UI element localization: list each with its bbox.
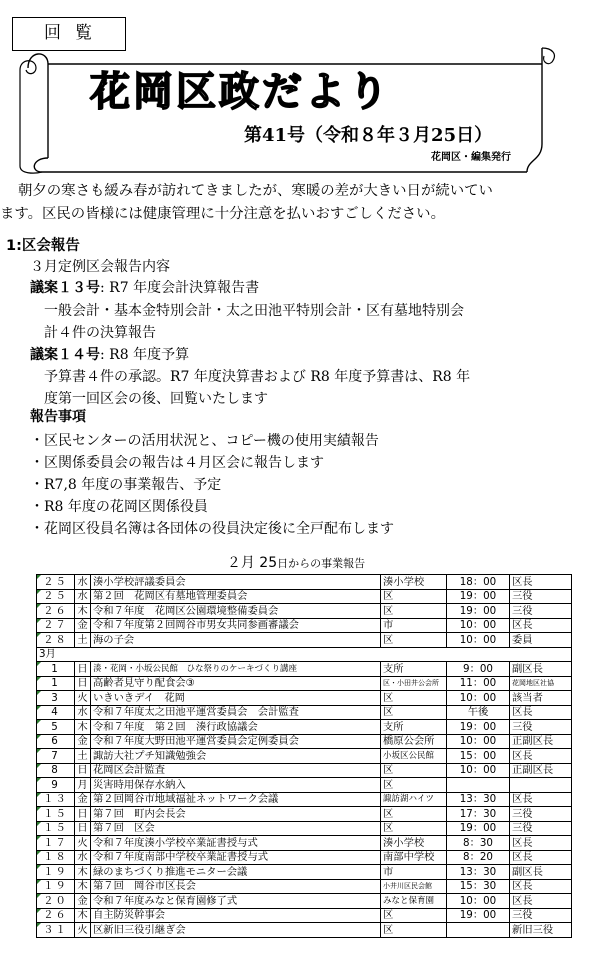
- schedule-event: 湊小学校評議委員会: [91, 575, 381, 590]
- schedule-day: ２６: [37, 604, 75, 619]
- schedule-event: 令和７年度 花岡区公園環境整備委員会: [91, 604, 381, 619]
- schedule-event: 緑のまちづくり推進モニター会議: [91, 865, 381, 880]
- schedule-place: 湊小学校: [381, 836, 447, 851]
- schedule-place: 小坂区公民館: [381, 749, 447, 764]
- schedule-event: 第７回 区会: [91, 821, 381, 836]
- schedule-day: １９: [37, 879, 75, 894]
- schedule-attendee: 三役: [510, 720, 572, 735]
- agenda-14: [30, 345, 189, 365]
- schedule-weekday: 火: [75, 836, 91, 851]
- schedule-attendee: 三役: [510, 821, 572, 836]
- schedule-weekday: 日: [75, 807, 91, 822]
- schedule-time: 午後: [447, 705, 510, 720]
- schedule-day: 4: [37, 705, 75, 720]
- agenda-line: 計４件の決算報告: [44, 325, 156, 341]
- schedule-time: 15：00: [447, 749, 510, 764]
- schedule-event: 諏訪大社プチ知識勉強会: [91, 749, 381, 764]
- schedule-place: 支所: [381, 662, 447, 677]
- schedule-day: ２８: [37, 633, 75, 648]
- schedule-place: みなと保育園: [381, 894, 447, 909]
- schedule-weekday: 土: [75, 633, 91, 648]
- agenda-title: : R8 年度予算: [100, 347, 190, 363]
- section-heading: 1:区会報告: [6, 238, 80, 254]
- schedule-attendee: 区長: [510, 705, 572, 720]
- schedule-weekday: 木: [75, 879, 91, 894]
- schedule-weekday: 金: [75, 894, 91, 909]
- schedule-place: 支所: [381, 720, 447, 735]
- schedule-day: ２５: [37, 575, 75, 590]
- schedule-day: １５: [37, 821, 75, 836]
- schedule-attendee: 三役: [510, 589, 572, 604]
- schedule-attendee: 区長: [510, 836, 572, 851]
- schedule-row: [37, 836, 572, 851]
- schedule-caption-date: ２月 25: [226, 555, 278, 571]
- schedule-row: [37, 734, 572, 749]
- schedule-attendee: 区長: [510, 850, 572, 865]
- schedule-caption-text: 日からの事業報告: [277, 557, 366, 570]
- schedule-time: 13：30: [447, 792, 510, 807]
- schedule-weekday: 日: [75, 676, 91, 691]
- schedule-place: 区: [381, 633, 447, 648]
- publisher: 花岡区・編集発行: [431, 152, 511, 163]
- schedule-row: [37, 821, 572, 836]
- report-item: ・R8 年度の花岡区関係役員: [30, 499, 208, 515]
- schedule-time: 17：30: [447, 807, 510, 822]
- schedule-time: 19：00: [447, 604, 510, 619]
- schedule-event: 災害時用保存水納入: [91, 778, 381, 793]
- schedule-weekday: 木: [75, 865, 91, 880]
- schedule-day: １７: [37, 836, 75, 851]
- agenda-line: 予算書４件の承認。R7 年度決算書および R8 年度予算書は、R8 年: [44, 369, 471, 385]
- schedule-row: [37, 575, 572, 590]
- schedule-time: [447, 923, 510, 938]
- schedule-place: 市: [381, 618, 447, 633]
- schedule-time: 10：00: [447, 763, 510, 778]
- schedule-row: [37, 589, 572, 604]
- schedule-row: [37, 894, 572, 909]
- schedule-event: 令和７年度みなと保育園修了式: [91, 894, 381, 909]
- report-items-heading: 報告事項: [30, 409, 86, 425]
- schedule-place: 橋原公会所: [381, 734, 447, 749]
- schedule-place: 区・小田井公会所: [381, 676, 447, 691]
- schedule-time: 19：00: [447, 720, 510, 735]
- agenda-line: 一般会計・基本金特別会計・太之田池平特別会計・区有墓地特別会: [44, 303, 464, 319]
- schedule-event: いきいきデイ 花岡: [91, 691, 381, 706]
- schedule-place: 諏訪湖ハイツ: [381, 792, 447, 807]
- schedule-event: 令和７年度 第２回 湊行政協議会: [91, 720, 381, 735]
- schedule-row: [37, 662, 572, 677]
- schedule-time: 19：00: [447, 908, 510, 923]
- schedule-day: 1: [37, 662, 75, 677]
- schedule-row: [37, 763, 572, 778]
- schedule-row: [37, 850, 572, 865]
- schedule-day: １９: [37, 865, 75, 880]
- schedule-event: 令和７年度湊小学校卒業証書授与式: [91, 836, 381, 851]
- schedule-row: [37, 691, 572, 706]
- schedule-weekday: 水: [75, 575, 91, 590]
- schedule-weekday: 木: [75, 604, 91, 619]
- intro-line: 朝夕の寒さも緩み春が訪れてきましたが、寒暖の差が大きい日が続いてい: [18, 183, 493, 199]
- intro-line: ます。区民の皆様には健康管理に十分注意を払いおすごしください。: [0, 206, 445, 222]
- schedule-day: ２０: [37, 894, 75, 909]
- issue-number: 第41号（令和８年３月25日）: [244, 125, 493, 146]
- schedule-attendee: 三役: [510, 908, 572, 923]
- schedule-row: [37, 633, 572, 648]
- kairan-box: 回覧: [12, 17, 126, 51]
- schedule-place: 区: [381, 821, 447, 836]
- schedule-weekday: 木: [75, 908, 91, 923]
- schedule-place: 市: [381, 865, 447, 880]
- schedule-table: [36, 574, 572, 938]
- schedule-row: [37, 604, 572, 619]
- schedule-place: 南部中学校: [381, 850, 447, 865]
- schedule-day: 8: [37, 763, 75, 778]
- schedule-month: 3月: [37, 647, 572, 662]
- intro-paragraph: [0, 180, 582, 226]
- schedule-event: 区新旧三役引継ぎ会: [91, 923, 381, 938]
- schedule-event: 自主防災幹事会: [91, 908, 381, 923]
- schedule-day: ３１: [37, 923, 75, 938]
- schedule-day: 7: [37, 749, 75, 764]
- schedule-attendee: 該当者: [510, 691, 572, 706]
- schedule-event: 海の子会: [91, 633, 381, 648]
- schedule-attendee: 花岡地区社協: [510, 676, 572, 691]
- schedule-row: [37, 923, 572, 938]
- schedule-row: [37, 618, 572, 633]
- schedule-event: 第２回岡谷市地域福祉ネットワーク会議: [91, 792, 381, 807]
- schedule-event: 令和７年度南部中学校卒業証書授与式: [91, 850, 381, 865]
- schedule-day: １３: [37, 792, 75, 807]
- schedule-event: 湊・花岡・小坂公民館 ひな祭りのケーキづくり講座: [91, 662, 381, 677]
- schedule-attendee: 委員: [510, 633, 572, 648]
- schedule-place: 区: [381, 908, 447, 923]
- schedule-time: 10：00: [447, 633, 510, 648]
- schedule-time: 10：00: [447, 691, 510, 706]
- schedule-row: [37, 720, 572, 735]
- schedule-event: 令和７年度大野田池平運営委員会定例委員会: [91, 734, 381, 749]
- schedule-weekday: 水: [75, 589, 91, 604]
- schedule-day: １８: [37, 850, 75, 865]
- schedule-row: [37, 647, 572, 662]
- schedule-attendee: 副区長: [510, 662, 572, 677]
- schedule-place: 区: [381, 807, 447, 822]
- schedule-row: [37, 807, 572, 822]
- schedule-attendee: 区長: [510, 618, 572, 633]
- schedule-place: 湊小学校: [381, 575, 447, 590]
- schedule-attendee: 三役: [510, 604, 572, 619]
- schedule-attendee: [510, 778, 572, 793]
- schedule-row: [37, 865, 572, 880]
- schedule-row: [37, 792, 572, 807]
- schedule-time: 10：00: [447, 618, 510, 633]
- schedule-time: 10：00: [447, 894, 510, 909]
- schedule-time: [447, 778, 510, 793]
- schedule-row: [37, 676, 572, 691]
- agenda-14-detail: [44, 366, 470, 410]
- schedule-day: ２７: [37, 618, 75, 633]
- schedule-event: 第２回 花岡区有墓地管理委員会: [91, 589, 381, 604]
- section-subheading: ３月定例区会報告内容: [30, 259, 170, 275]
- schedule-attendee: 区長: [510, 879, 572, 894]
- schedule-day: 6: [37, 734, 75, 749]
- schedule-attendee: 新旧三役: [510, 923, 572, 938]
- schedule-day: 9: [37, 778, 75, 793]
- schedule-event: 高齢者見守り配食会③: [91, 676, 381, 691]
- schedule-place: 区: [381, 778, 447, 793]
- schedule-weekday: 日: [75, 821, 91, 836]
- schedule-attendee: 正副区長: [510, 763, 572, 778]
- schedule-time: 13：30: [447, 865, 510, 880]
- schedule-weekday: 月: [75, 778, 91, 793]
- schedule-place: 区: [381, 604, 447, 619]
- schedule-weekday: 金: [75, 792, 91, 807]
- schedule-day: 3: [37, 691, 75, 706]
- schedule-event: 花岡区会計監査: [91, 763, 381, 778]
- schedule-time: 8：30: [447, 836, 510, 851]
- schedule-day: 1: [37, 676, 75, 691]
- agenda-label: 議案１３号: [30, 280, 100, 296]
- schedule-day: ２６: [37, 908, 75, 923]
- schedule-place: 区: [381, 923, 447, 938]
- agenda-line: 度第一回区会の後、回覧いたします: [44, 391, 268, 407]
- schedule-attendee: 正副区長: [510, 734, 572, 749]
- schedule-event: 令和７年度太之田池平運営委員会 会計監査: [91, 705, 381, 720]
- schedule-place: 小井川区民会館: [381, 879, 447, 894]
- schedule-weekday: 日: [75, 763, 91, 778]
- schedule-day: １５: [37, 807, 75, 822]
- schedule-time: 8：20: [447, 850, 510, 865]
- schedule-time: 19：00: [447, 821, 510, 836]
- report-item: ・花岡区役員名簿は各団体の役員決定後に全戸配布します: [30, 521, 394, 537]
- schedule-place: 区: [381, 691, 447, 706]
- schedule-time: 9：00: [447, 662, 510, 677]
- schedule-time: 15：30: [447, 879, 510, 894]
- agenda-13: [30, 278, 259, 298]
- schedule-weekday: 金: [75, 618, 91, 633]
- schedule-weekday: 火: [75, 923, 91, 938]
- schedule-weekday: 水: [75, 850, 91, 865]
- schedule-weekday: 日: [75, 662, 91, 677]
- schedule-attendee: 副区長: [510, 865, 572, 880]
- schedule-attendee: 区長: [510, 792, 572, 807]
- schedule-row: [37, 778, 572, 793]
- schedule-time: 11：00: [447, 676, 510, 691]
- schedule-place: 区: [381, 763, 447, 778]
- agenda-13-detail: [44, 300, 464, 344]
- schedule-event: 第７回 町内会長会: [91, 807, 381, 822]
- schedule-weekday: 火: [75, 691, 91, 706]
- schedule-attendee: 区長: [510, 749, 572, 764]
- schedule-row: [37, 749, 572, 764]
- schedule-place: 区: [381, 705, 447, 720]
- schedule-caption: [0, 552, 592, 572]
- report-item: ・区民センターの活用状況と、コピー機の使用実績報告: [30, 433, 379, 449]
- schedule-body: [37, 575, 572, 938]
- schedule-attendee: 区長: [510, 575, 572, 590]
- schedule-weekday: 土: [75, 749, 91, 764]
- schedule-row: [37, 705, 572, 720]
- schedule-day: ２５: [37, 589, 75, 604]
- schedule-weekday: 水: [75, 705, 91, 720]
- schedule-attendee: 区長: [510, 894, 572, 909]
- schedule-weekday: 木: [75, 720, 91, 735]
- schedule-place: 区: [381, 589, 447, 604]
- schedule-attendee: 三役: [510, 807, 572, 822]
- schedule-row: [37, 879, 572, 894]
- agenda-label: 議案１４号: [30, 347, 100, 363]
- schedule-weekday: 金: [75, 734, 91, 749]
- schedule-row: [37, 908, 572, 923]
- schedule-time: 10：00: [447, 734, 510, 749]
- report-items-list: [30, 430, 394, 540]
- schedule-event: 第７回 岡谷市区長会: [91, 879, 381, 894]
- report-item: ・R7,8 年度の事業報告、予定: [30, 477, 222, 493]
- schedule-day: 5: [37, 720, 75, 735]
- schedule-event: 令和７年度第２回岡谷市男女共同参画審議会: [91, 618, 381, 633]
- newsletter-title: 花岡区政だより: [90, 69, 391, 115]
- report-item: ・区関係委員会の報告は４月区会に報告します: [30, 455, 324, 471]
- schedule-time: 18：00: [447, 575, 510, 590]
- agenda-title: : R7 年度会計決算報告書: [100, 280, 260, 296]
- schedule-time: 19：00: [447, 589, 510, 604]
